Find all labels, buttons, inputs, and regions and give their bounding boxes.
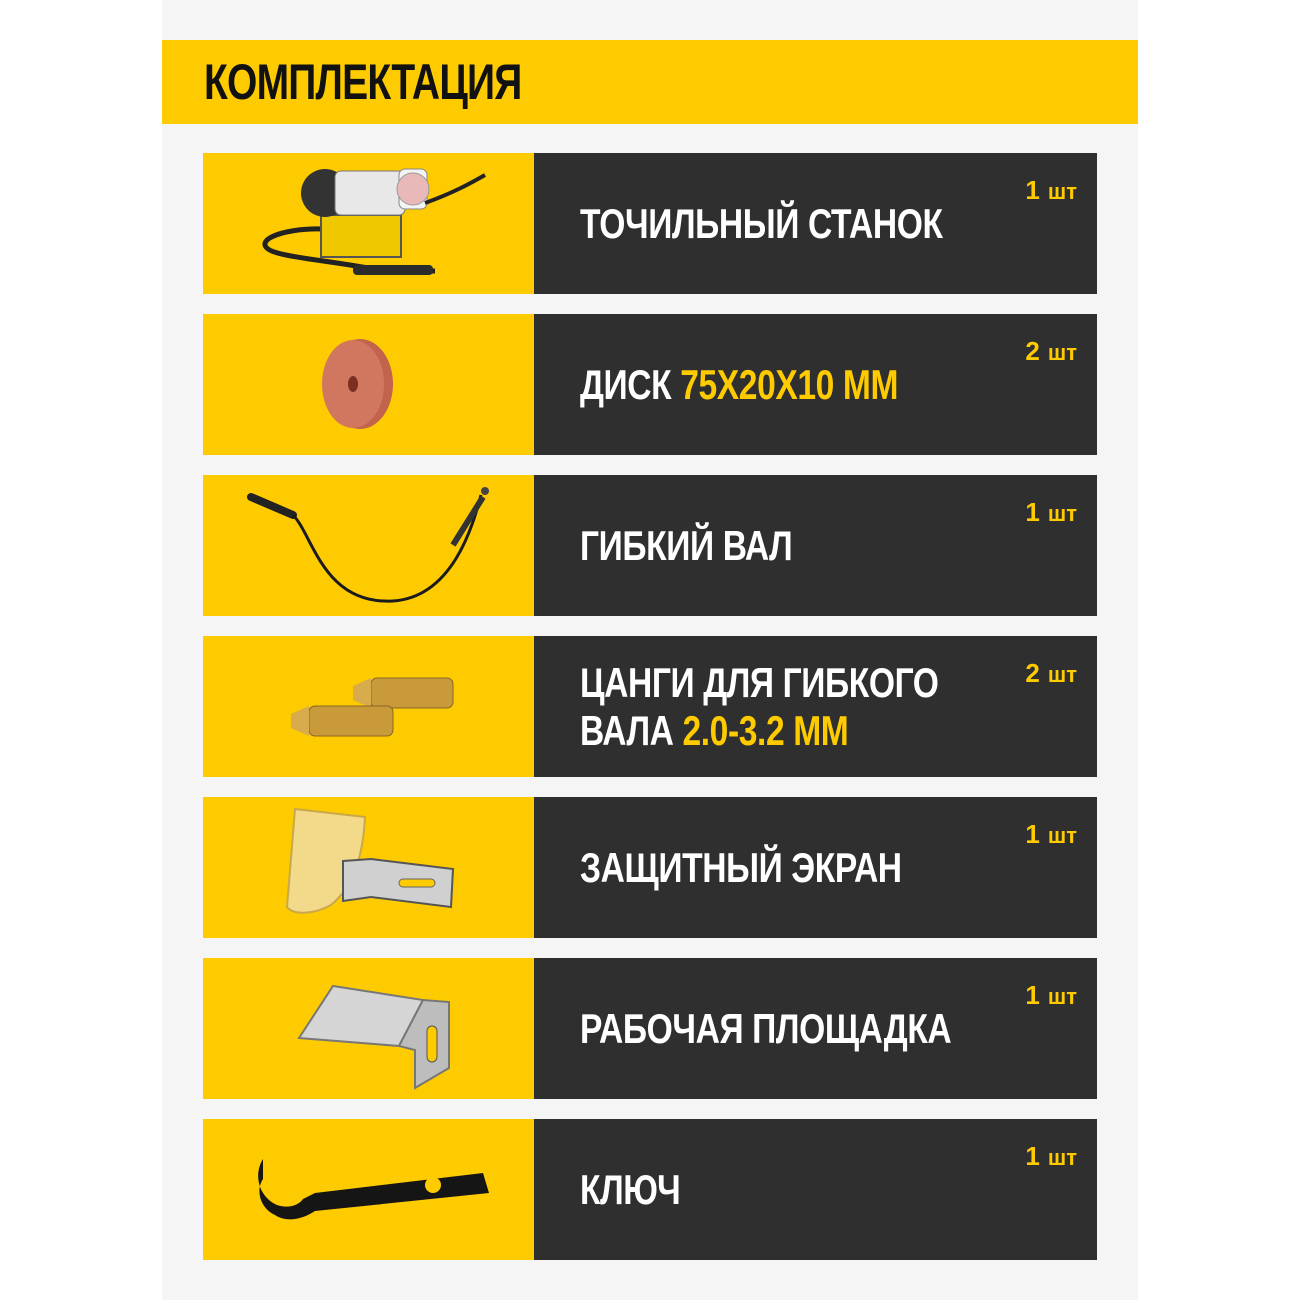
quantity-badge [1025, 658, 1077, 689]
item-label-highlight-line2: 2.0-3.2 ММ [682, 706, 849, 754]
grinding-disc-icon [203, 314, 534, 455]
quantity-badge [1025, 1141, 1077, 1172]
list-item [203, 314, 1097, 455]
item-label [580, 636, 939, 777]
item-panel [534, 314, 1097, 455]
quantity-unit: шт [1047, 1145, 1077, 1170]
quantity-value: 2 [1025, 336, 1040, 366]
item-label-text: ЦАНГИ ДЛЯ ГИБКОГО [580, 658, 939, 706]
item-thumbnail [203, 958, 534, 1099]
quantity-value: 1 [1025, 497, 1040, 527]
collets-icon [203, 636, 534, 777]
item-label-text: ДИСК [580, 360, 681, 408]
list-item [203, 153, 1097, 294]
quantity-unit: шт [1047, 501, 1077, 526]
item-label [580, 314, 916, 455]
list-item [203, 636, 1097, 777]
item-panel [534, 958, 1097, 1099]
quantity-badge [1025, 336, 1077, 367]
quantity-badge [1025, 819, 1077, 850]
item-thumbnail [203, 797, 534, 938]
item-label-highlight: 75Х20Х10 ММ [680, 360, 899, 408]
item-label-text: ГИБКИЙ ВАЛ [580, 521, 793, 569]
quantity-value: 2 [1025, 658, 1040, 688]
quantity-badge [1025, 980, 1077, 1011]
list-item [203, 475, 1097, 616]
flexible-shaft-icon [203, 475, 534, 616]
item-panel [534, 1119, 1097, 1260]
quantity-unit: шт [1047, 340, 1077, 365]
list-item [203, 797, 1097, 938]
quantity-value: 1 [1025, 819, 1040, 849]
item-thumbnail [203, 636, 534, 777]
item-label-text: КЛЮЧ [580, 1165, 681, 1213]
item-thumbnail [203, 475, 534, 616]
quantity-unit: шт [1047, 823, 1077, 848]
quantity-unit: шт [1047, 662, 1077, 687]
quantity-value: 1 [1025, 1141, 1040, 1171]
item-label-text-line2: ВАЛА [580, 706, 683, 754]
quantity-badge [1025, 175, 1077, 206]
item-thumbnail [203, 1119, 534, 1260]
bench-grinder-icon [203, 153, 534, 294]
quantity-badge [1025, 497, 1077, 528]
page-title: КОМПЛЕКТАЦИЯ [204, 54, 522, 110]
item-panel [534, 797, 1097, 938]
quantity-value: 1 [1025, 175, 1040, 205]
item-thumbnail [203, 314, 534, 455]
item-label-text: РАБОЧАЯ ПЛОЩАДКА [580, 1004, 952, 1052]
item-label [580, 153, 943, 294]
item-label [580, 958, 952, 1099]
item-label [580, 475, 916, 616]
quantity-unit: шт [1047, 984, 1077, 1009]
wrench-icon [203, 1119, 534, 1260]
item-panel [534, 475, 1097, 616]
item-label [580, 1119, 916, 1260]
quantity-unit: шт [1047, 179, 1077, 204]
work-rest-icon [203, 958, 534, 1099]
quantity-value: 1 [1025, 980, 1040, 1010]
eye-shield-icon [203, 797, 534, 938]
item-panel [534, 636, 1097, 777]
list-item [203, 958, 1097, 1099]
list-item [203, 1119, 1097, 1260]
item-panel [534, 153, 1097, 294]
item-label-text: ЗАЩИТНЫЙ ЭКРАН [580, 843, 902, 891]
item-label [580, 797, 916, 938]
item-thumbnail [203, 153, 534, 294]
item-label-text: ТОЧИЛЬНЫЙ СТАНОК [580, 199, 943, 247]
